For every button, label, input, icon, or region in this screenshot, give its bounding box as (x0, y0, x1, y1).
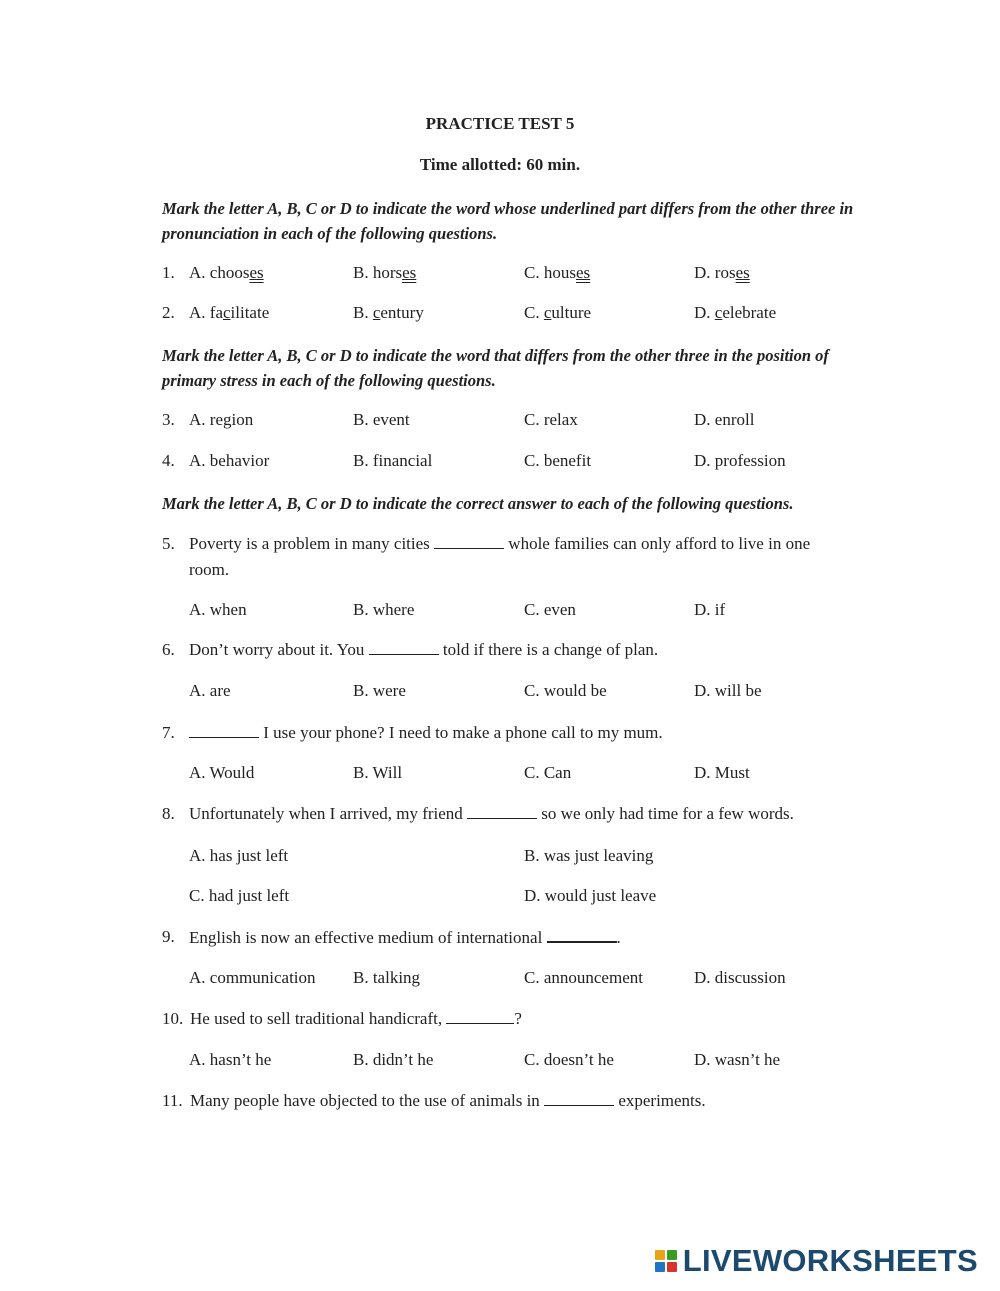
option-b[interactable]: B. financial (353, 451, 433, 470)
question-number: 2. (162, 303, 175, 322)
question-number: 11. (162, 1091, 183, 1110)
answer-blank (446, 1009, 514, 1024)
question-stem: Don’t worry about it. You told if there is a change of plan. (189, 640, 659, 659)
logo-blocks-icon (655, 1250, 677, 1272)
question-number: 9. (162, 927, 175, 946)
option-a[interactable]: A. communication (189, 968, 316, 987)
option-b[interactable]: B. Will (353, 763, 403, 782)
question-stem: He used to sell traditional handicraft, ? (190, 1009, 522, 1028)
question-number: 7. (162, 723, 175, 742)
question-number: 1. (162, 263, 175, 282)
option-a[interactable]: A. facilitate (189, 303, 270, 322)
logo-block (655, 1250, 665, 1260)
option-b[interactable]: B. was just leaving (524, 846, 654, 865)
answer-blank (369, 640, 439, 655)
option-d[interactable]: D. will be (694, 681, 762, 700)
option-b[interactable]: B. talking (353, 968, 421, 987)
option-c[interactable]: C. announcement (524, 968, 643, 987)
question-stem: I use your phone? I need to make a phone call to my mum. (189, 723, 663, 743)
instruction-grammar: Mark the letter A, B, C or D to indicate the correct answer to each of the following questions. (162, 494, 794, 513)
option-c[interactable]: C. would be (524, 681, 607, 700)
instruction-pronunciation: Mark the letter A, B, C or D to indicate the word whose underlined part differs from the other three in pronunciation in each of the following questions. (162, 199, 854, 243)
question-stem: English is now an effective medium of international . (189, 928, 621, 947)
option-b[interactable]: B. horses (353, 263, 417, 282)
option-c[interactable]: C. benefit (524, 451, 592, 470)
option-b[interactable]: B. didn’t he (353, 1050, 434, 1069)
option-b[interactable]: B. event (353, 410, 410, 429)
question-number: 4. (162, 451, 175, 470)
question-stem-line2: room. (189, 560, 230, 579)
option-c[interactable]: C. Can (524, 763, 572, 782)
question-stem: Many people have objected to the use of animals in experiments. (190, 1091, 706, 1110)
question-number: 6. (162, 640, 175, 659)
option-d[interactable]: D. roses (694, 263, 750, 282)
option-a[interactable]: A. are (189, 681, 231, 700)
option-a[interactable]: A. behavior (189, 451, 270, 470)
option-a[interactable]: A. region (189, 410, 254, 429)
logo-block (667, 1250, 677, 1260)
option-d[interactable]: D. if (694, 600, 726, 619)
question-number: 3. (162, 410, 175, 429)
question-stem: Poverty is a problem in many cities whole families can only afford to live in one (189, 534, 811, 553)
logo-block (655, 1262, 665, 1272)
option-b[interactable]: B. where (353, 600, 415, 619)
option-d[interactable]: D. would just leave (524, 886, 657, 905)
option-d[interactable]: D. profession (694, 451, 786, 470)
option-c[interactable]: C. houses (524, 263, 591, 282)
option-a[interactable]: A. Would (189, 763, 255, 782)
option-c[interactable]: C. even (524, 600, 576, 619)
answer-blank (189, 723, 259, 738)
option-a[interactable]: A. when (189, 600, 247, 619)
option-c[interactable]: C. had just left (189, 886, 290, 905)
option-d[interactable]: D. enroll (694, 410, 755, 429)
option-b[interactable]: B. century (353, 303, 424, 322)
answer-blank (544, 1091, 614, 1106)
answer-blank (434, 534, 504, 549)
option-d[interactable]: D. celebrate (694, 303, 777, 322)
option-c[interactable]: C. relax (524, 410, 578, 429)
answer-blank (467, 804, 537, 819)
option-d[interactable]: D. Must (694, 763, 750, 782)
option-b[interactable]: B. were (353, 681, 406, 700)
answer-blank (547, 927, 617, 943)
question-number: 5. (162, 534, 175, 553)
logo-block (667, 1262, 677, 1272)
option-a[interactable]: A. has just left (189, 846, 289, 865)
instruction-stress: Mark the letter A, B, C or D to indicate the word that differs from the other three in the position of primary stress in each of the following questions. (162, 346, 829, 390)
option-a[interactable]: A. hasn’t he (189, 1050, 272, 1069)
option-a[interactable]: A. chooses (189, 263, 264, 282)
question-number: 10. (162, 1009, 184, 1028)
question-stem: Unfortunately when I arrived, my friend so we only had time for a few words. (189, 804, 794, 823)
liveworksheets-logo (655, 1243, 978, 1279)
option-d[interactable]: D. discussion (694, 968, 786, 987)
option-c[interactable]: C. culture (524, 303, 592, 322)
page-title: PRACTICE TEST 5 (425, 114, 575, 133)
logo-text: LIVEWORKSHEETS (682, 1243, 978, 1278)
option-d[interactable]: D. wasn’t he (694, 1050, 781, 1069)
option-c[interactable]: C. doesn’t he (524, 1050, 614, 1069)
time-allotted: Time allotted: 60 min. (419, 155, 581, 174)
question-number: 8. (162, 804, 175, 823)
